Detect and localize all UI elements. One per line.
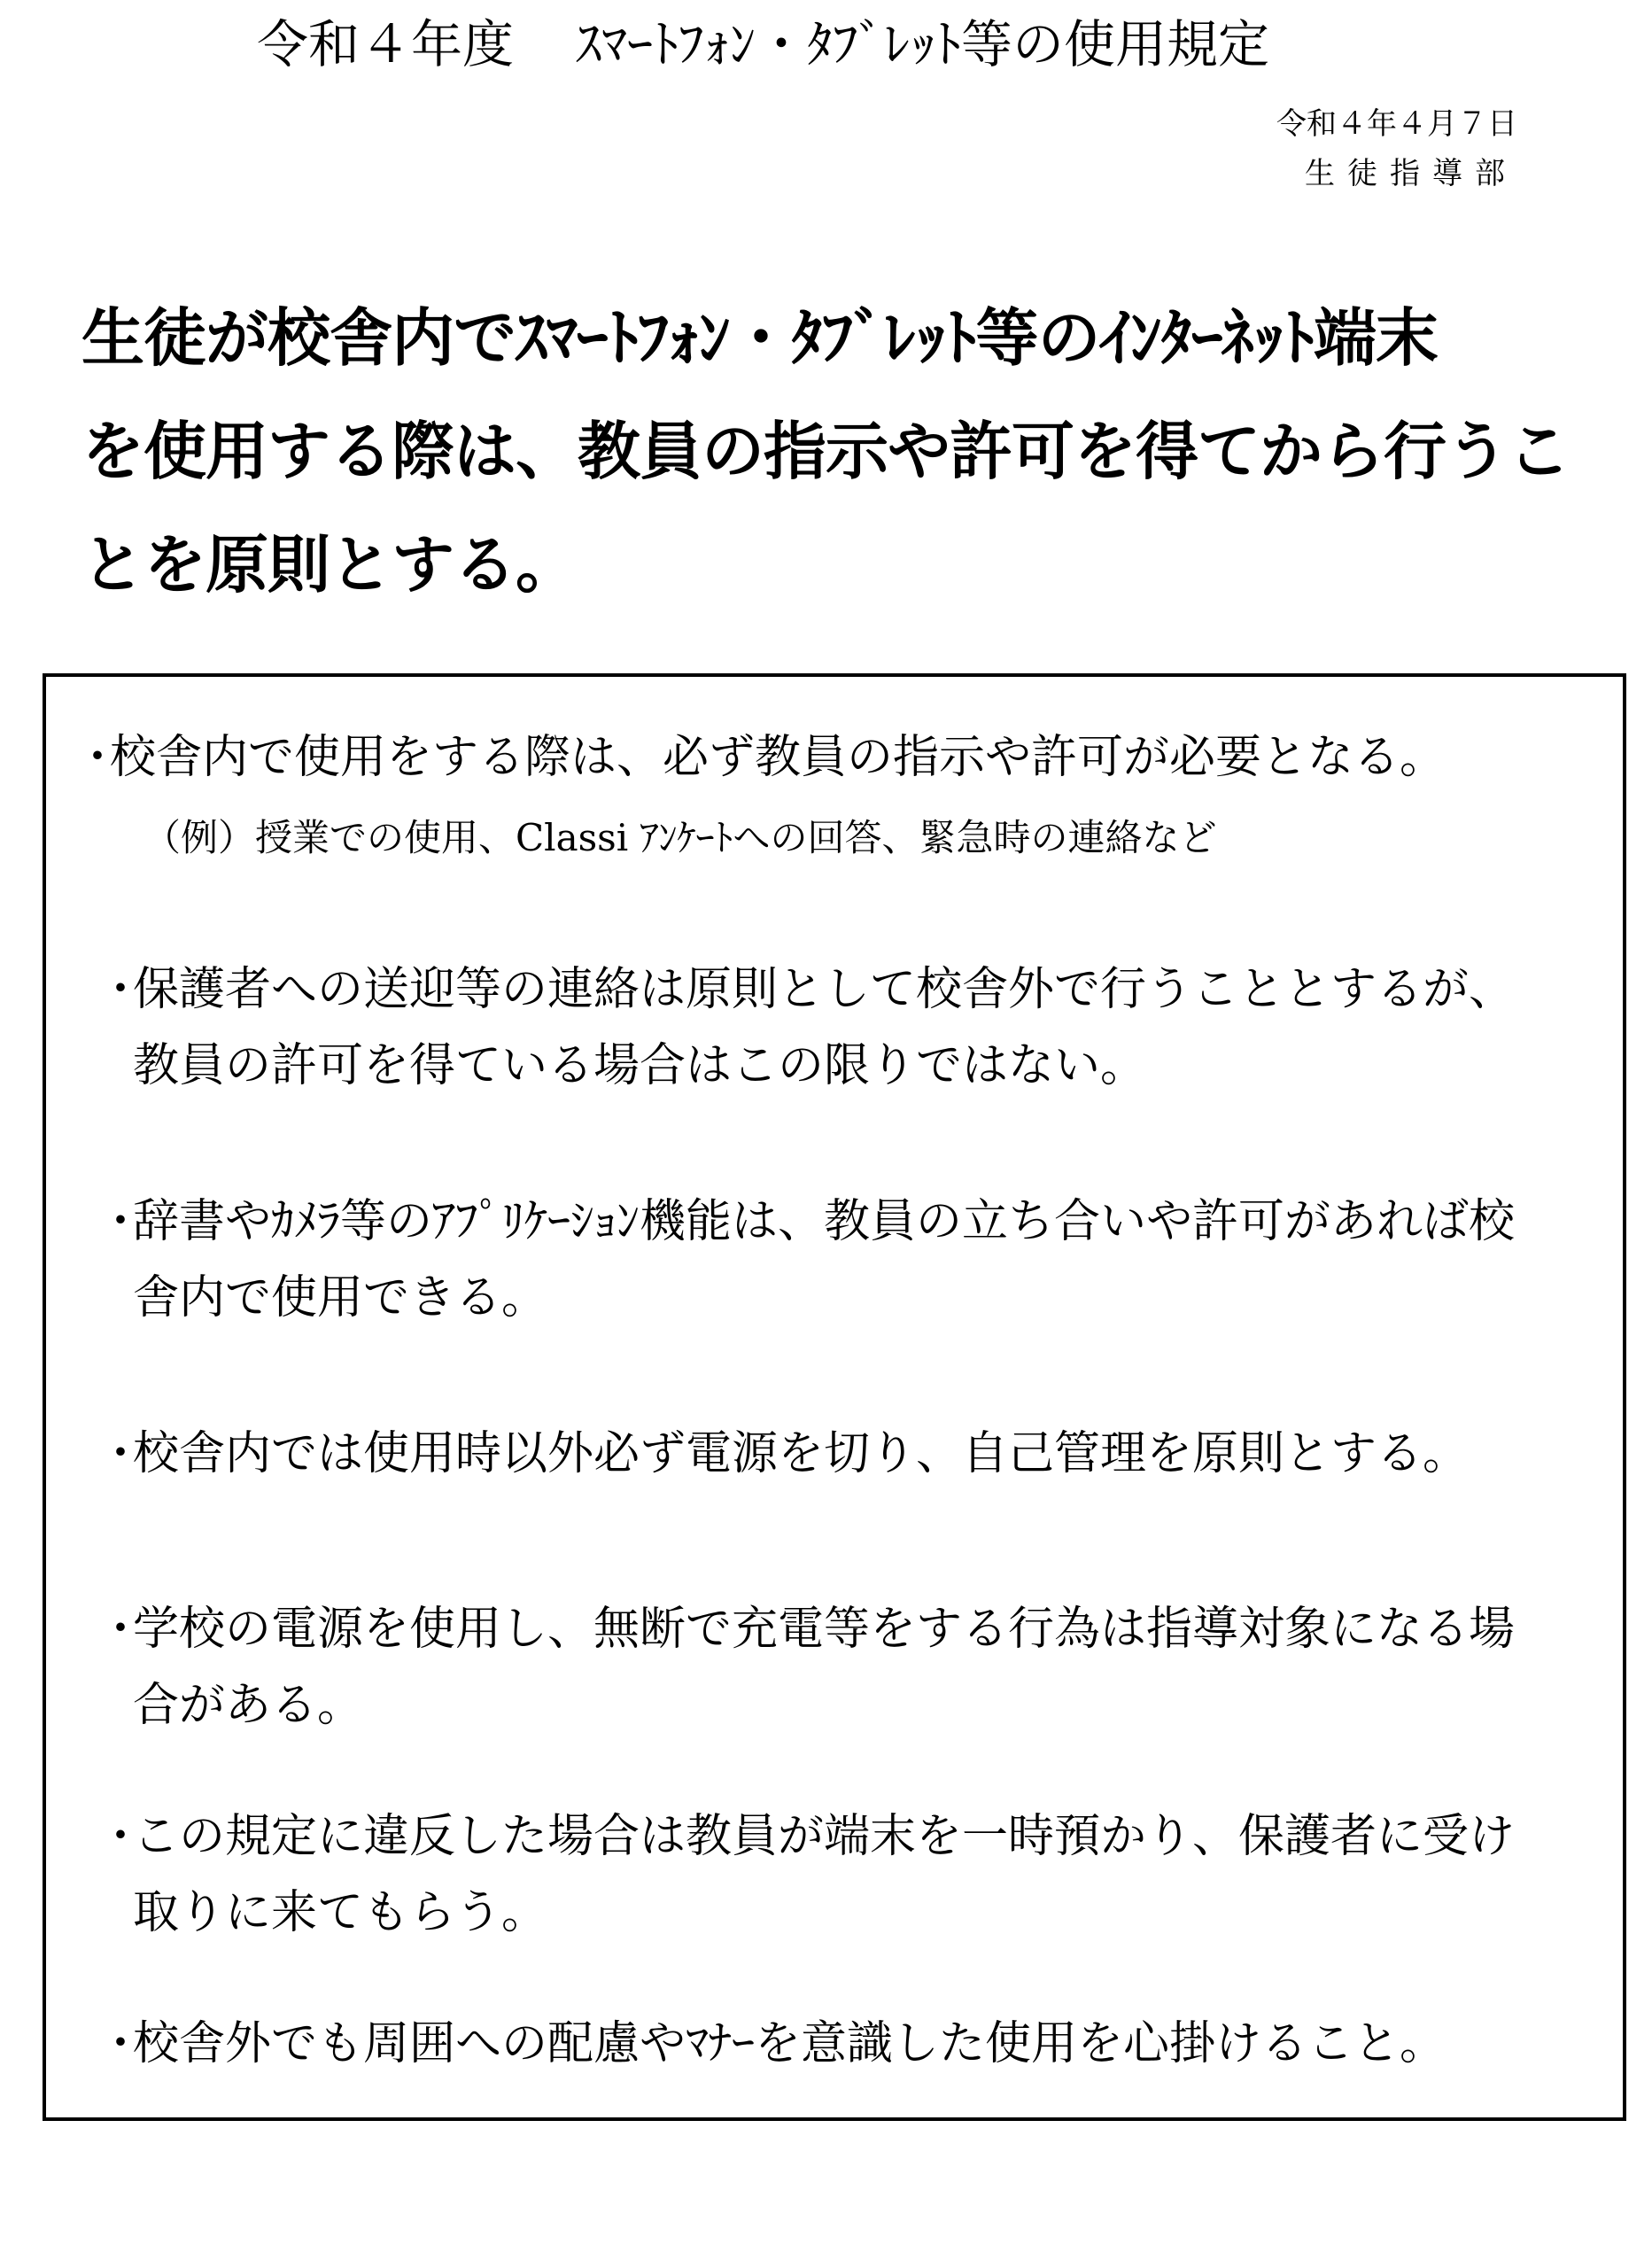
main-statement-line-1: 生徒が校舎内でｽﾏｰﾄﾌｫﾝ・ﾀﾌﾞﾚｯﾄ等のｲﾝﾀｰﾈｯﾄ端末: [81, 301, 1439, 375]
rule-5-line-1: 学校の電源を使用し、無断で充電等をする行為は指導対象になる場: [133, 1603, 1516, 1656]
rules-box: [43, 673, 1626, 2121]
rule-4-line-1: 校舎内では使用時以外必ず電源を切り、自己管理を原則とする。: [133, 1427, 1470, 1480]
document-meta: [1276, 99, 1517, 198]
bullet-icon: ・: [74, 731, 121, 784]
rule-item-3: [46, 1184, 1605, 1336]
bullet-icon: ・: [97, 1603, 144, 1656]
bullet-icon: ・: [97, 1195, 144, 1248]
rule-item-2: [46, 951, 1605, 1104]
rule-1-line-1: 校舎内で使用をする際は、必ず教員の指示や許可が必要となる。: [110, 731, 1446, 784]
bullet-icon: ・: [97, 2017, 144, 2070]
rule-1-example: （例）授業での使用、Classi ｱﾝｹｰﾄへの回答、緊急時の連絡など: [143, 816, 1217, 859]
rule-6-line-2: 取りに来てもらう。: [133, 1886, 548, 1939]
title-subject: ｽﾏｰﾄﾌｫﾝ・ﾀﾌﾞﾚｯﾄ等の使用規定: [576, 14, 1270, 74]
rule-item-6: [46, 1798, 1605, 1951]
rule-3-line-2: 舎内で使用できる。: [133, 1271, 548, 1324]
rule-item-1: [46, 719, 1605, 796]
main-statement-line-3: とを原則とする。: [81, 528, 578, 602]
main-statement-line-2: を使用する際は、教員の指示や許可を得てから行うこ: [81, 415, 1571, 488]
rule-3-line-1: 辞書やｶﾒﾗ等のｱﾌﾟﾘｹｰｼｮﾝ機能は、教員の立ち合いや許可があれば校: [133, 1195, 1516, 1248]
rule-6-line-1: この規定に違反した場合は教員が端末を一時預かり、保護者に受け: [133, 1810, 1516, 1863]
main-statement: [81, 282, 1605, 622]
document-title: [257, 9, 1408, 80]
rule-7-line-1: 校舎外でも周囲への配慮やﾏﾅｰを意識した使用を心掛けること。: [133, 2017, 1446, 2070]
bullet-icon: ・: [97, 1810, 144, 1863]
rule-2-line-2: 教員の許可を得ている場合はこの限りではない。: [133, 1039, 1147, 1092]
title-fiscal-year: 令和４年度: [257, 14, 515, 74]
issue-date: 令和４年４月７日: [1276, 106, 1517, 142]
issuing-department: 生徒指導部: [1305, 156, 1517, 191]
rule-item-5: [46, 1591, 1605, 1744]
rule-item-7: [46, 2006, 1605, 2082]
rule-5-line-2: 合がある。: [133, 1679, 364, 1732]
bullet-icon: ・: [97, 1427, 144, 1480]
rule-2-line-1: 保護者への送迎等の連絡は原則として校舎外で行うこととするが、: [133, 963, 1516, 1016]
bullet-icon: ・: [97, 963, 144, 1016]
rule-item-4: [46, 1416, 1605, 1492]
